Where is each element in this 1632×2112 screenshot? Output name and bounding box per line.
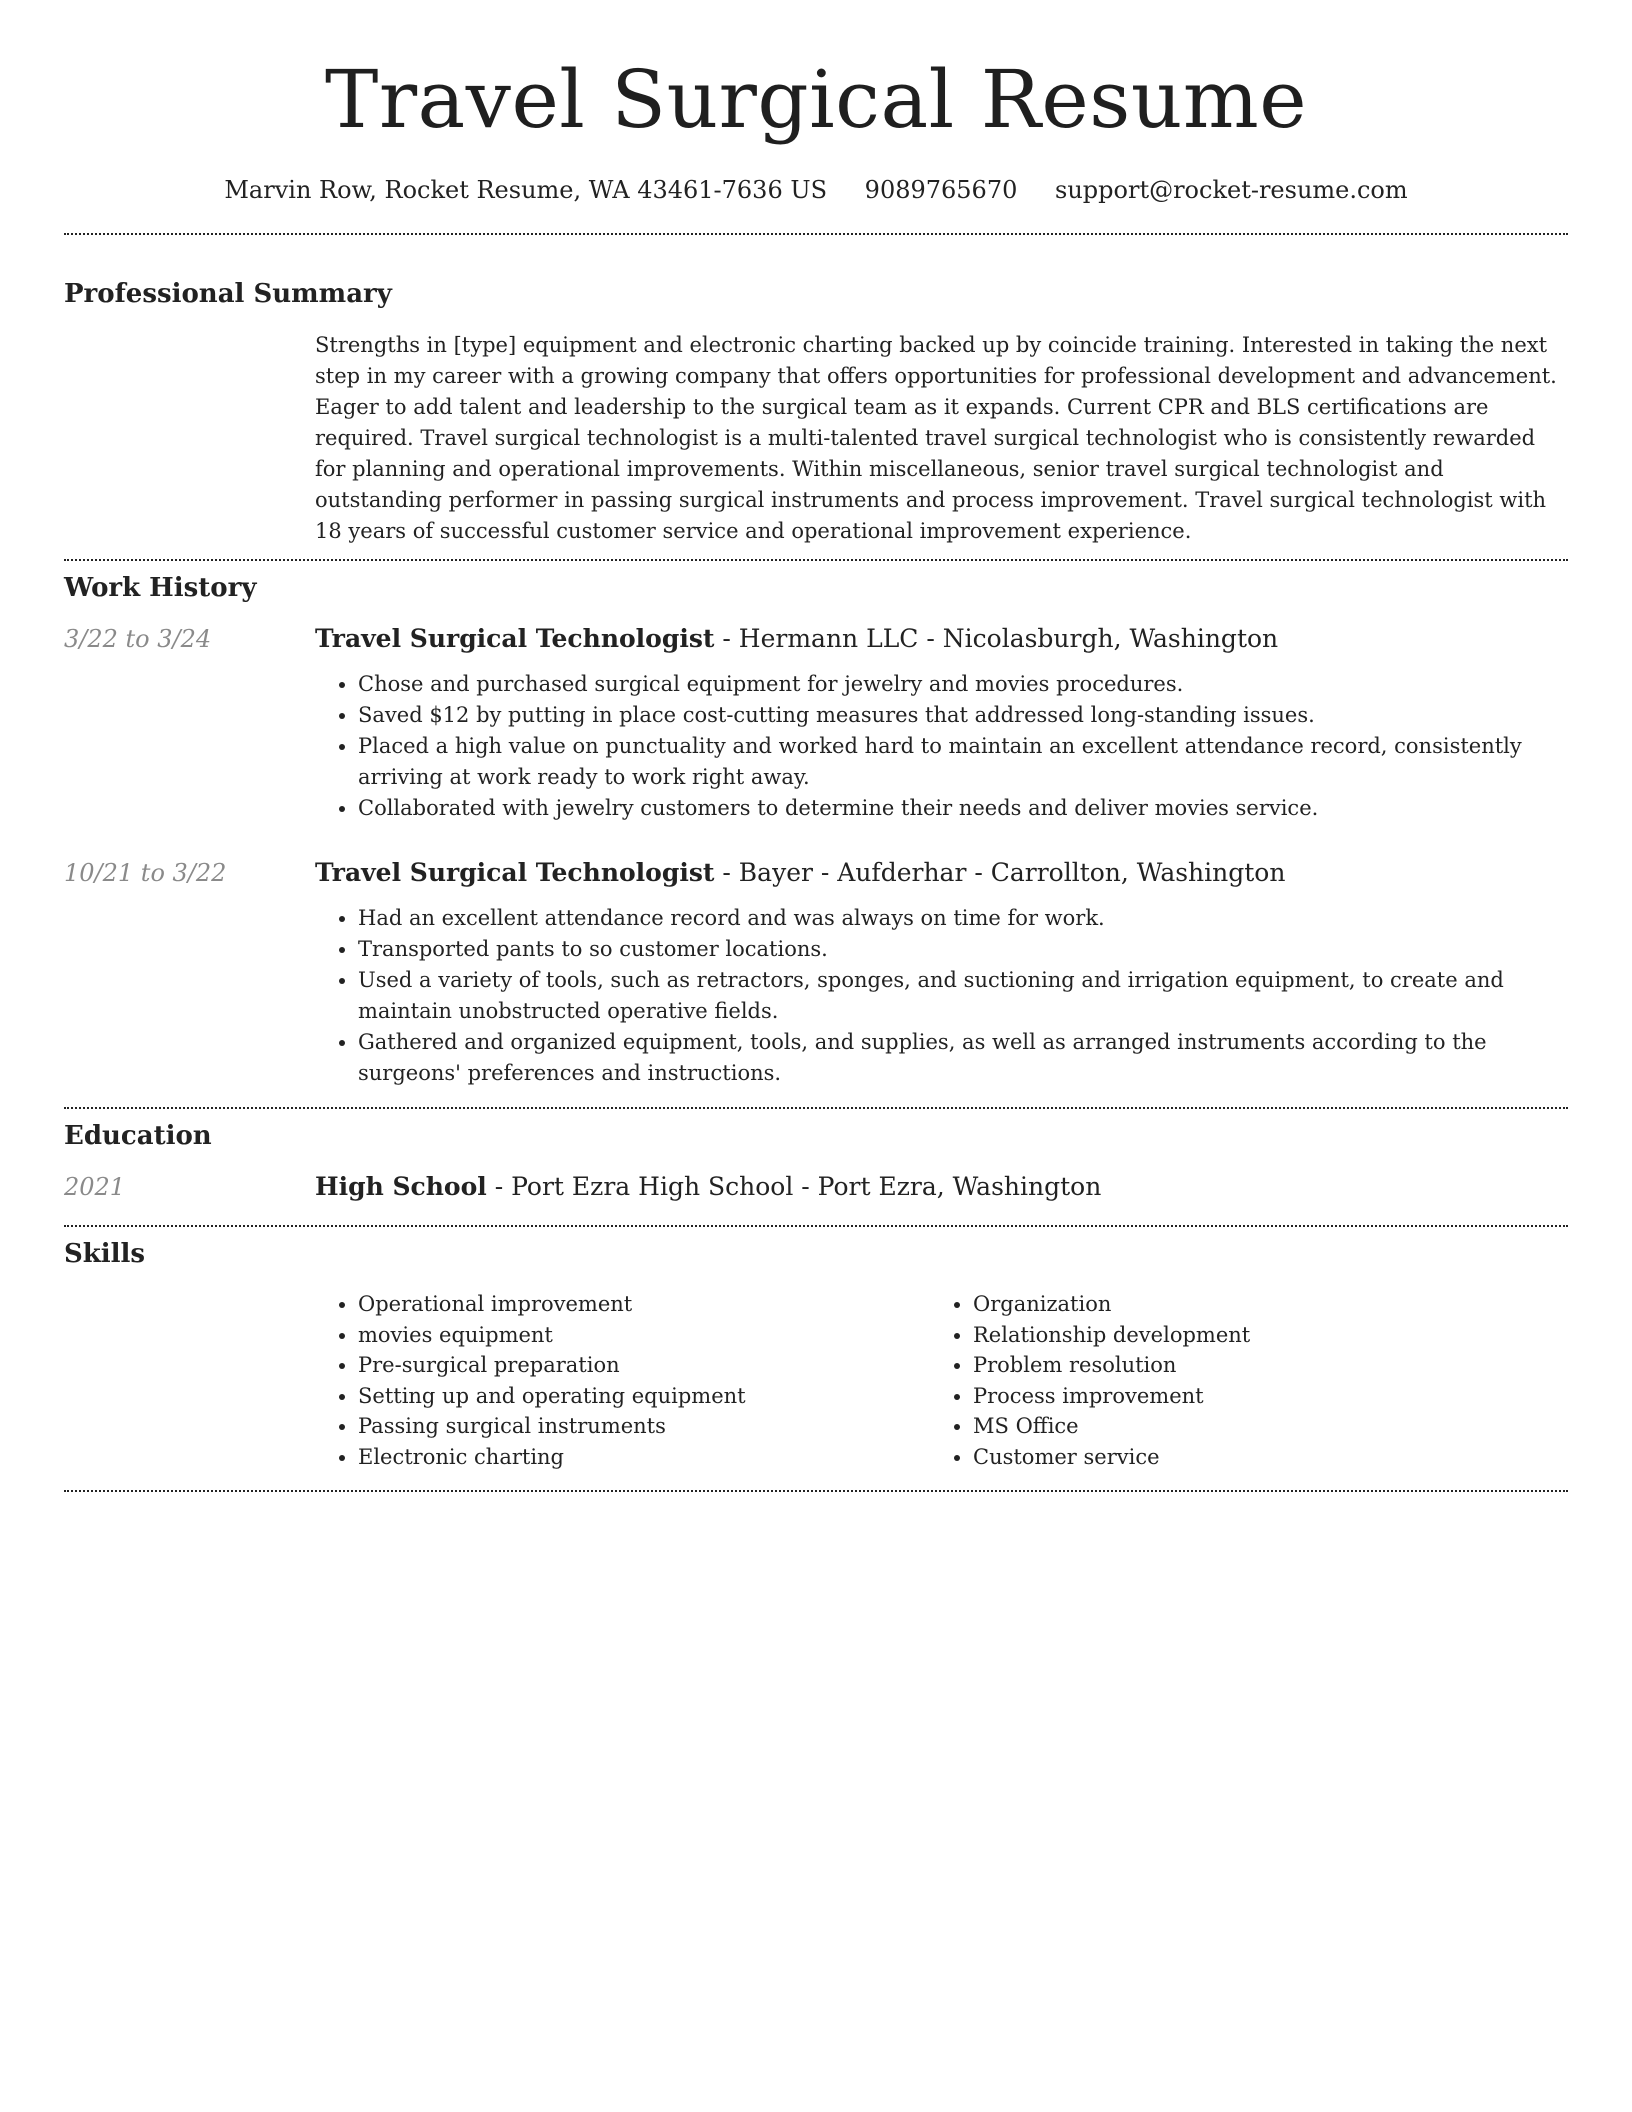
education-entry [64,1171,1568,1203]
list-item: • Operational improvement [358,1289,930,1320]
list-item: • Had an excellent attendance record and was always on time for work. [358,903,1568,934]
resume-title: Travel Surgical Resume [324,53,1308,146]
list-item: • Gathered and organized equipment, tools, and supplies, as well as arranged instruments according to the surgeons' preferences and instructions. [358,1027,1568,1089]
divider [64,559,1568,561]
list-item: • Organization [973,1289,1545,1320]
list-item: • Saved $12 by putting in place cost-cutting measures that addressed long-standing issues. [358,700,1568,731]
section-title-work-history: Work History [64,573,257,603]
list-item: • Placed a high value on punctuality and worked hard to maintain an excellent attendance record, consistently arriving at work ready to work right away. [358,731,1568,793]
job-dates: 10/21 to 3/22 [64,859,227,887]
list-item: • Chose and purchased surgical equipment for jewelry and movies procedures. [358,669,1568,700]
divider [64,233,1568,235]
list-item: • Collaborated with jewelry customers to determine their needs and deliver movies service. [358,793,1568,824]
section-title-summary: Professional Summary [64,279,392,309]
list-item: • Used a variety of tools, such as retractors, sponges, and suctioning and irrigation equipment, to create and maintain unobstructed operative fields. [358,965,1568,1027]
job-entry [64,857,1568,1089]
divider [64,1107,1568,1109]
list-item: • Transported pants to so customer locations. [358,934,1568,965]
job-role: Travel Surgical Technologist [315,858,715,887]
job-details: - Bayer - Aufderhar - Carrollton, Washington [714,858,1286,887]
job-role: Travel Surgical Technologist [315,624,715,653]
list-item: • MS Office [973,1411,1545,1442]
job-bullets [315,669,1568,824]
section-title-education: Education [64,1121,212,1151]
list-item: • Electronic charting [358,1442,930,1473]
education-year: 2021 [64,1173,126,1201]
job-heading [315,857,1568,889]
skills-list [315,1289,1568,1473]
job-bullets [315,903,1568,1089]
resume-page [64,0,1568,1492]
education-heading [315,1171,1568,1203]
contact-phone: 9089765670 [864,176,1018,204]
list-item: • Problem resolution [973,1350,1545,1381]
education-degree: High School [315,1172,487,1201]
job-heading [315,623,1568,655]
summary-text: Strengths in [type] equipment and electronic charting backed up by coincide training. Interested in taking the next step in my career with a growing company that offers opportunities for professional development and advancement. Eager to add talent and leadership to the surgical team as it expands. Current CPR and BLS certifications are required. Travel surgical technologist is a multi-talented travel surgical technologist who is consistently rewarded for planning and operational improvements. Within miscellaneous, senior travel surgical technologist and outstanding performer in passing surgical instruments and process improvement. Travel surgical technologist with 18 years of successful customer service and operational improvement experience. [315,333,1557,543]
summary-section [64,277,1568,547]
list-item: • Relationship development [973,1320,1545,1351]
divider [64,1490,1568,1492]
contact-address: Marvin Row, Rocket Resume, WA 43461-7636 US [224,176,828,204]
skills-column-right [930,1289,1545,1473]
job-entry [64,623,1568,824]
list-item: • Passing surgical instruments [358,1411,930,1442]
job-dates: 3/22 to 3/24 [64,625,212,653]
list-item: • Customer service [973,1442,1545,1473]
contact-email[interactable]: support@rocket-resume.com [1055,176,1408,204]
job-details: - Hermann LLC - Nicolasburgh, Washington [714,624,1279,653]
skills-section [64,1237,1568,1473]
divider [64,1225,1568,1227]
list-item: • movies equipment [358,1320,930,1351]
contact-line [64,174,1568,206]
work-history-section [64,571,1568,1089]
skills-column-left [315,1289,930,1473]
list-item: • Process improvement [973,1381,1545,1412]
section-title-skills: Skills [64,1239,146,1269]
list-item: • Pre-surgical preparation [358,1350,930,1381]
education-section [64,1119,1568,1203]
education-details: - Port Ezra High School - Port Ezra, Washington [486,1172,1102,1201]
list-item: • Setting up and operating equipment [358,1381,930,1412]
